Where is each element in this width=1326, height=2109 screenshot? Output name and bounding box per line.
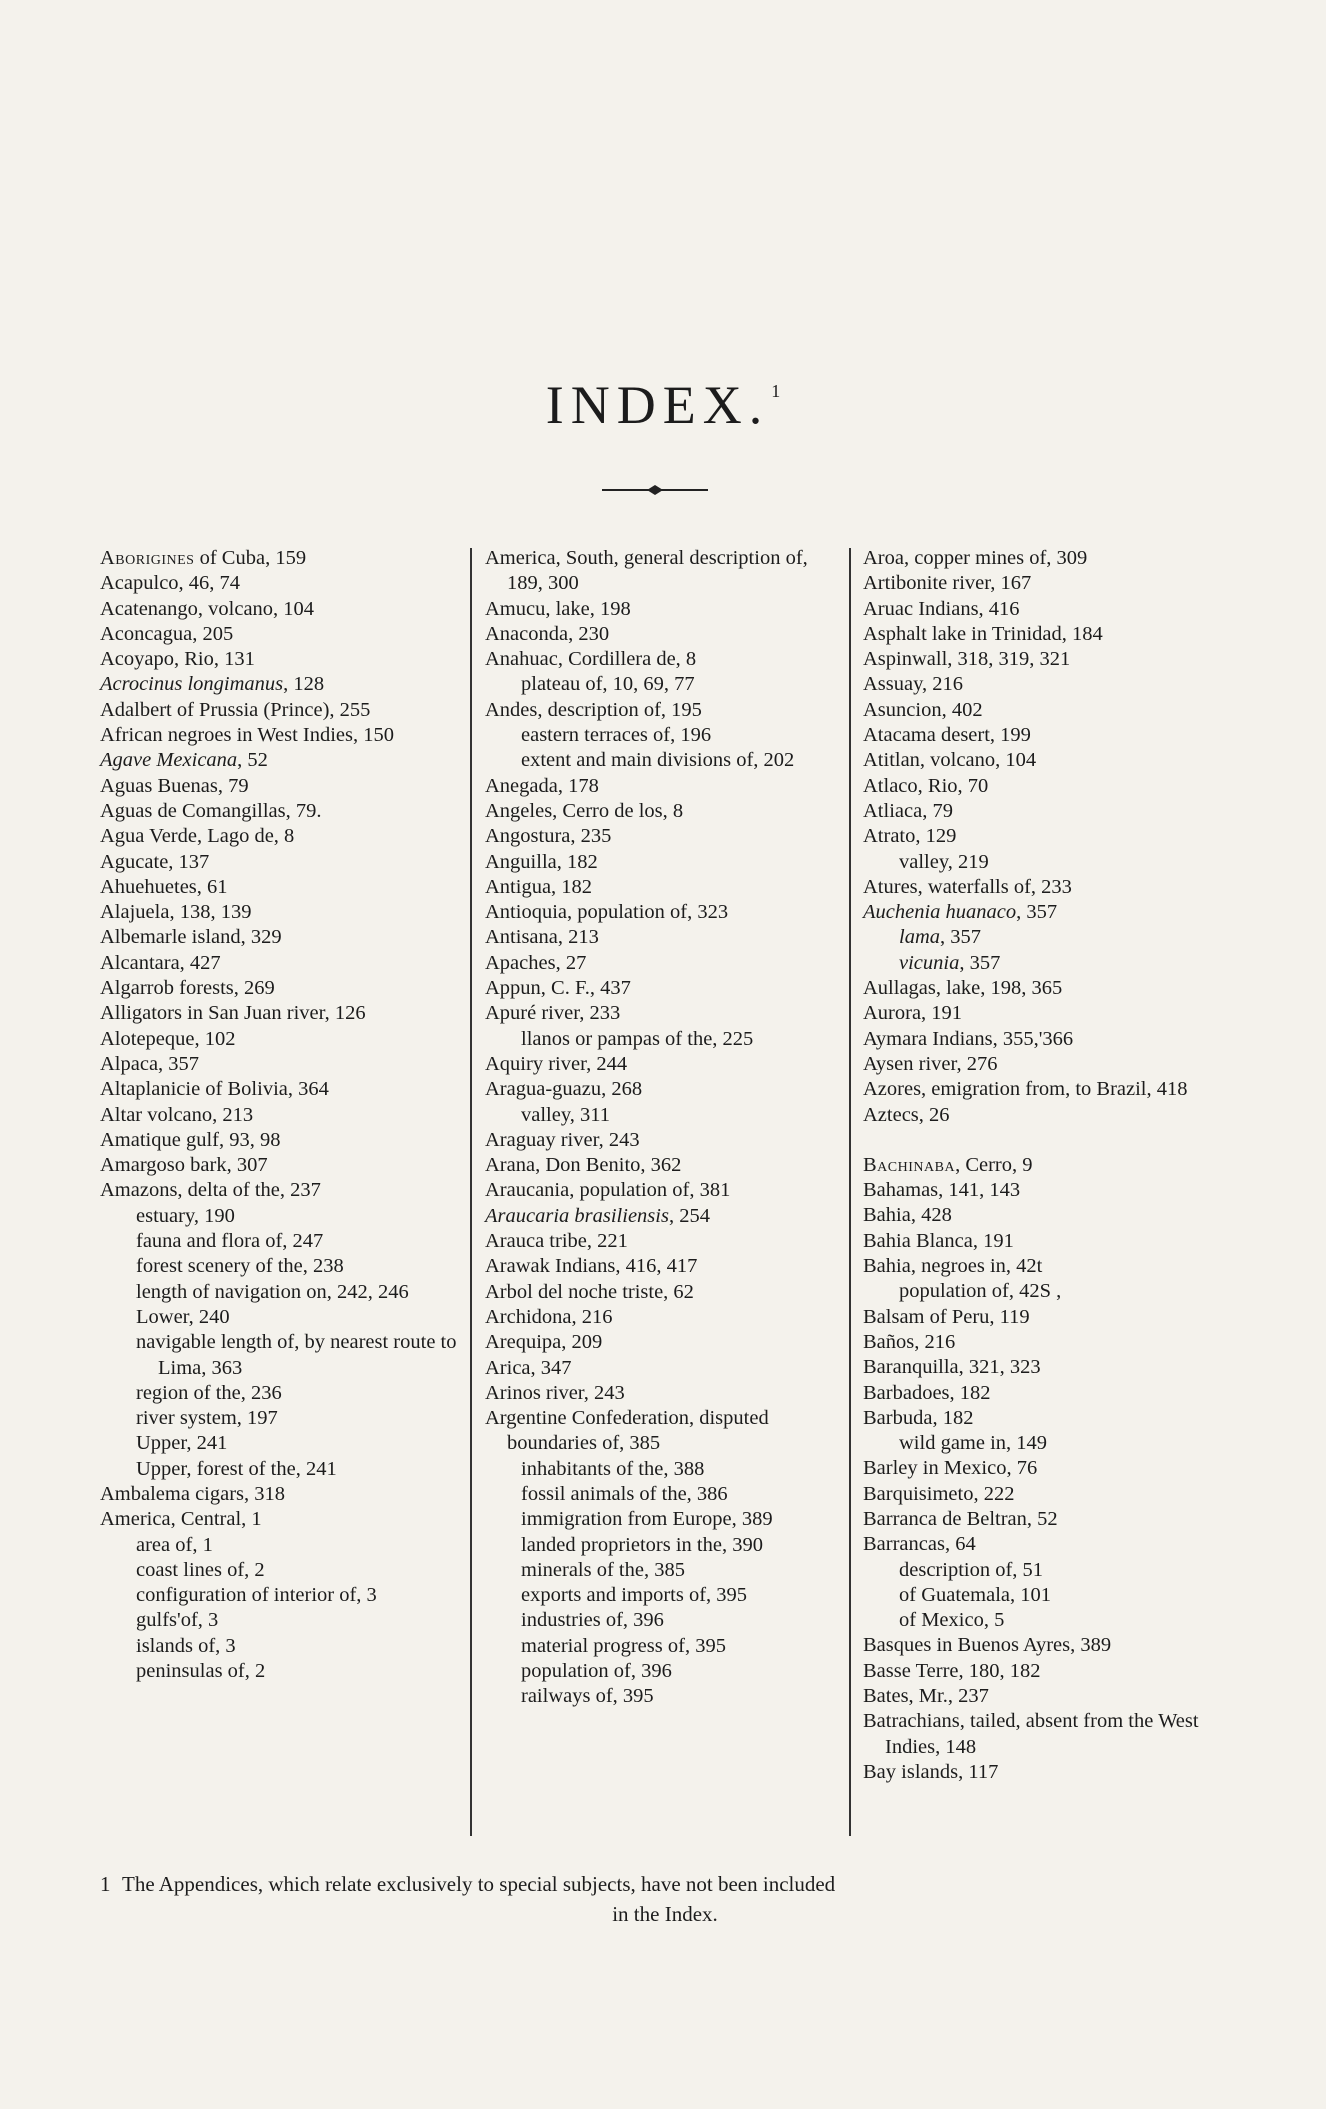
entry-term: llanos or pampas of the, 225 <box>521 1027 754 1050</box>
column-divider <box>849 548 851 1836</box>
entry-term: Batrachians, tailed, absent from the West Indies, 148 <box>863 1710 1199 1758</box>
index-subentry <box>100 1330 460 1381</box>
index-subentry <box>100 1229 460 1254</box>
index-entry <box>863 698 1228 723</box>
entry-term: Arauca tribe, 221 <box>485 1230 628 1253</box>
entry-term: vicunia <box>899 951 960 974</box>
index-entry <box>863 1659 1228 1684</box>
entry-term: Alpaca, 357 <box>100 1052 200 1075</box>
entry-term: railways of, 395 <box>521 1685 654 1708</box>
entry-term: Arequipa, 209 <box>485 1331 603 1354</box>
index-subentry <box>485 723 840 748</box>
index-entry <box>485 1356 840 1381</box>
entry-term: Aguas de Comangillas, 79. <box>100 799 322 822</box>
entry-term: area of, 1 <box>136 1533 213 1556</box>
index-subentry <box>485 1027 840 1052</box>
entry-term: Agua Verde, Lago de, 8 <box>100 825 295 848</box>
index-column-2 <box>485 546 840 1710</box>
index-entry <box>100 1178 460 1203</box>
index-subentry <box>485 1103 840 1128</box>
index-entry <box>100 1103 460 1128</box>
index-entry <box>485 1153 840 1178</box>
entry-term: Araucaria brasiliensis <box>485 1204 669 1227</box>
entry-term: peninsulas of, 2 <box>136 1660 266 1683</box>
entry-term: Amazons, delta of the, 237 <box>100 1179 321 1202</box>
entry-term: wild game in, 149 <box>899 1432 1048 1455</box>
entry-term: Amargoso bark, 307 <box>100 1154 268 1177</box>
entry-term: Alajuela, 138, 139 <box>100 901 252 924</box>
entry-term: Altar volcano, 213 <box>100 1103 254 1126</box>
index-entry <box>485 1305 840 1330</box>
index-entry <box>485 1381 840 1406</box>
index-subentry <box>485 1634 840 1659</box>
index-entry <box>485 622 840 647</box>
entry-pages: , 52 <box>237 749 268 772</box>
entry-term: Antigua, 182 <box>485 875 593 898</box>
index-entry <box>100 672 460 697</box>
entry-term: Barbadoes, 182 <box>863 1381 991 1404</box>
index-entry <box>100 1482 460 1507</box>
index-entry <box>863 774 1228 799</box>
index-entry <box>863 1760 1228 1785</box>
index-entry <box>485 1128 840 1153</box>
entry-term: Basse Terre, 180, 182 <box>863 1659 1041 1682</box>
entry-term: Antioquia, population of, 323 <box>485 901 729 924</box>
index-entry <box>863 1027 1228 1052</box>
index-entry <box>100 951 460 976</box>
index-entry <box>100 597 460 622</box>
index-subentry <box>100 1659 460 1684</box>
index-entry <box>863 1684 1228 1709</box>
entry-term: navigable length of, by nearest route to Lima, 363 <box>136 1331 457 1379</box>
entry-pages: , 357 <box>959 951 1001 974</box>
index-subentry <box>100 1583 460 1608</box>
entry-term: Basques in Buenos Ayres, 389 <box>863 1634 1112 1657</box>
index-entry <box>485 774 840 799</box>
index-subentry <box>100 1406 460 1431</box>
index-entry <box>863 1406 1228 1431</box>
entry-term: Arbol del noche triste, 62 <box>485 1280 694 1303</box>
index-entry <box>863 1153 1228 1178</box>
entry-term: Atitlan, volcano, 104 <box>863 749 1037 772</box>
entry-term: Atliaca, 79 <box>863 799 953 822</box>
entry-term: Arinos river, 243 <box>485 1381 625 1404</box>
entry-term: Angeles, Cerro de los, 8 <box>485 799 684 822</box>
index-entry <box>863 1229 1228 1254</box>
index-entry <box>485 1052 840 1077</box>
index-subentry <box>863 1558 1228 1583</box>
entry-term: Araguay river, 243 <box>485 1128 640 1151</box>
index-entry <box>863 647 1228 672</box>
index-entry <box>100 824 460 849</box>
index-entry <box>100 546 460 571</box>
index-subentry <box>485 1533 840 1558</box>
index-subentry <box>863 1431 1228 1456</box>
entry-term: inhabitants of the, 388 <box>521 1457 705 1480</box>
entry-term: configuration of interior of, 3 <box>136 1584 377 1607</box>
entry-term: lama <box>899 926 940 949</box>
index-entry <box>863 1633 1228 1658</box>
entry-term: Barranca de Beltran, 52 <box>863 1507 1058 1530</box>
entry-term: Aurora, 191 <box>863 1002 963 1025</box>
index-entry <box>863 1077 1228 1102</box>
entry-term: Acapulco, 46, 74 <box>100 572 241 595</box>
entry-term: Amatique gulf, 93, 98 <box>100 1128 281 1151</box>
entry-term: coast lines of, 2 <box>136 1558 265 1581</box>
index-entry <box>863 597 1228 622</box>
entry-term: immigration from Europe, 389 <box>521 1508 773 1531</box>
entry-term: Anahuac, Cordillera de, 8 <box>485 648 697 671</box>
entry-term: Atacama desert, 199 <box>863 724 1031 747</box>
entry-term: Bachinaba <box>863 1153 956 1176</box>
index-subentry <box>485 1659 840 1684</box>
entry-term: Asphalt lake in Trinidad, 184 <box>863 622 1103 645</box>
entry-term: population of, 396 <box>521 1660 672 1683</box>
entry-term: Lower, 240 <box>136 1305 230 1328</box>
entry-term: Auchenia huanaco <box>863 901 1017 924</box>
title-text: INDEX. <box>545 375 770 435</box>
entry-term: America, South, general description of, 189, 300 <box>485 547 808 595</box>
entry-term: of Mexico, 5 <box>899 1609 1005 1632</box>
entry-term: fauna and flora of, 247 <box>136 1230 324 1253</box>
entry-term: minerals of the, 385 <box>521 1558 685 1581</box>
index-entry <box>100 925 460 950</box>
index-entry <box>485 951 840 976</box>
index-entry <box>863 723 1228 748</box>
entry-term: landed proprietors in the, 390 <box>521 1533 763 1556</box>
index-entry <box>863 1203 1228 1228</box>
entry-term: region of the, 236 <box>136 1381 282 1404</box>
index-entry <box>100 622 460 647</box>
index-subentry <box>863 951 1228 976</box>
entry-term: Agucate, 137 <box>100 850 210 873</box>
index-subentry <box>485 748 840 773</box>
entry-term: Alotepeque, 102 <box>100 1027 236 1050</box>
index-entry <box>863 1330 1228 1355</box>
index-entry <box>485 1254 840 1279</box>
entry-pages: , 357 <box>1016 901 1058 924</box>
index-entry <box>100 1128 460 1153</box>
entry-term: Bay islands, 117 <box>863 1760 999 1783</box>
entry-term: Angostura, 235 <box>485 825 612 848</box>
index-entry <box>485 597 840 622</box>
entry-term: population of, 42S , <box>899 1280 1062 1303</box>
index-entry <box>863 1355 1228 1380</box>
entry-term: Ahuehuetes, 61 <box>100 875 228 898</box>
index-entry <box>485 546 840 597</box>
entry-term: Ambalema cigars, 318 <box>100 1482 286 1505</box>
index-entry <box>863 1254 1228 1279</box>
entry-term: Arawak Indians, 416, 417 <box>485 1255 698 1278</box>
entry-term: Amucu, lake, 198 <box>485 597 631 620</box>
entry-term: islands of, 3 <box>136 1634 236 1657</box>
entry-term: Aguas Buenas, 79 <box>100 774 249 797</box>
entry-term: Anaconda, 230 <box>485 622 610 645</box>
index-entry <box>485 925 840 950</box>
entry-term: Assuay, 216 <box>863 673 964 696</box>
entry-term: estuary, 190 <box>136 1204 235 1227</box>
index-column-3 <box>863 546 1228 1785</box>
index-entry <box>863 1456 1228 1481</box>
index-subentry <box>863 1608 1228 1633</box>
entry-term: Atures, waterfalls of, 233 <box>863 875 1072 898</box>
index-entry <box>100 1052 460 1077</box>
index-subentry <box>100 1431 460 1456</box>
entry-term: Aymara Indians, 355,'366 <box>863 1027 1074 1050</box>
entry-term: Apaches, 27 <box>485 951 587 974</box>
entry-term: Upper, forest of the, 241 <box>136 1457 337 1480</box>
entry-term: Aruac Indians, 416 <box>863 597 1020 620</box>
index-entry <box>863 824 1228 849</box>
index-subentry <box>100 1457 460 1482</box>
index-subentry <box>100 1381 460 1406</box>
entry-term: of Guatemala, 101 <box>899 1583 1051 1606</box>
entry-term: Aztecs, 26 <box>863 1103 950 1126</box>
entry-term: Aspinwall, 318, 319, 321 <box>863 648 1071 671</box>
entry-term: Bates, Mr., 237 <box>863 1685 989 1708</box>
index-entry <box>485 1204 840 1229</box>
index-entry <box>485 647 840 672</box>
entry-term: Azores, emigration from, to Brazil, 418 <box>863 1078 1188 1101</box>
entry-term: Aragua-guazu, 268 <box>485 1078 643 1101</box>
entry-term: Alcantara, 427 <box>100 951 221 974</box>
index-entry <box>485 799 840 824</box>
entry-term: river system, 197 <box>136 1407 278 1430</box>
column-divider <box>470 548 472 1836</box>
entry-term: plateau of, 10, 69, 77 <box>521 673 695 696</box>
index-entry <box>485 1001 840 1026</box>
index-entry <box>863 1052 1228 1077</box>
entry-term: Arana, Don Benito, 362 <box>485 1154 682 1177</box>
index-entry <box>485 976 840 1001</box>
index-entry <box>100 748 460 773</box>
entry-term: Archidona, 216 <box>485 1305 613 1328</box>
entry-term: Baranquilla, 321, 323 <box>863 1356 1041 1379</box>
entry-term: Bahia Blanca, 191 <box>863 1229 1014 1252</box>
entry-term: Araucania, population of, 381 <box>485 1179 731 1202</box>
index-entry <box>100 1077 460 1102</box>
index-entry <box>100 698 460 723</box>
index-subentry <box>863 1279 1228 1304</box>
index-entry <box>863 672 1228 697</box>
entry-term: Alligators in San Juan river, 126 <box>100 1002 366 1025</box>
entry-term: Adalbert of Prussia (Prince), 255 <box>100 698 371 721</box>
entry-term: forest scenery of the, 238 <box>136 1255 344 1278</box>
entry-term: Andes, description of, 195 <box>485 698 702 721</box>
entry-term: Anguilla, 182 <box>485 850 598 873</box>
entry-term: description of, 51 <box>899 1558 1044 1581</box>
index-subentry <box>485 1482 840 1507</box>
entry-term: Upper, 241 <box>136 1432 228 1455</box>
index-subentry <box>485 1457 840 1482</box>
index-entry <box>100 875 460 900</box>
entry-pages: , 357 <box>940 926 981 949</box>
entry-term: Albemarle island, 329 <box>100 926 282 949</box>
entry-term: Aconcagua, 205 <box>100 622 234 645</box>
index-entry <box>863 622 1228 647</box>
entry-term: Algarrob forests, 269 <box>100 977 275 1000</box>
index-entry <box>485 1330 840 1355</box>
index-subentry <box>100 1254 460 1279</box>
index-entry <box>100 850 460 875</box>
index-entry <box>863 1482 1228 1507</box>
index-subentry <box>100 1305 460 1330</box>
index-entry <box>485 1178 840 1203</box>
entry-term: Aquiry river, 244 <box>485 1052 628 1075</box>
index-entry <box>100 723 460 748</box>
index-entry <box>100 976 460 1001</box>
index-entry <box>100 774 460 799</box>
entry-term: Bahia, negroes in, 42t <box>863 1255 1043 1278</box>
entry-term: Antisana, 213 <box>485 926 599 949</box>
entry-term: valley, 219 <box>899 850 989 873</box>
section-gap <box>863 1128 1228 1153</box>
index-subentry <box>485 672 840 697</box>
entry-term: Artibonite river, 167 <box>863 572 1032 595</box>
index-subentry <box>100 1280 460 1305</box>
index-subentry <box>863 1583 1228 1608</box>
index-entry <box>863 976 1228 1001</box>
entry-term: Apuré river, 233 <box>485 1002 621 1025</box>
entry-term: Barquisimeto, 222 <box>863 1482 1015 1505</box>
entry-term: Balsam of Peru, 119 <box>863 1305 1030 1328</box>
entry-pages: , 254 <box>668 1204 710 1227</box>
index-entry <box>485 875 840 900</box>
index-subentry <box>100 1204 460 1229</box>
entry-term: Agave Mexicana <box>100 749 238 772</box>
index-entry <box>863 1507 1228 1532</box>
entry-term: Arica, 347 <box>485 1356 572 1379</box>
index-entry <box>863 1178 1228 1203</box>
entry-term: Bahia, 428 <box>863 1204 952 1227</box>
index-entry <box>863 1103 1228 1128</box>
index-entry <box>863 571 1228 596</box>
index-subentry <box>863 925 1228 950</box>
index-entry <box>485 1229 840 1254</box>
index-subentry <box>485 1507 840 1532</box>
index-subentry <box>863 850 1228 875</box>
index-entry <box>863 1709 1228 1760</box>
index-entry <box>485 1280 840 1305</box>
index-entry <box>100 799 460 824</box>
index-entry <box>100 1027 460 1052</box>
index-entry <box>863 546 1228 571</box>
entry-term: African negroes in West Indies, 150 <box>100 724 395 747</box>
entry-term: fossil animals of the, 386 <box>521 1482 728 1505</box>
entry-term: America, Central, 1 <box>100 1508 262 1531</box>
index-subentry <box>100 1608 460 1633</box>
footnote-line-1: The Appendices, which relate exclusively to special subjects, have not been included <box>122 1872 836 1896</box>
title-ornament <box>600 480 710 500</box>
entry-term: Altaplanicie of Bolivia, 364 <box>100 1078 329 1101</box>
entry-pages: of Cuba, 159 <box>194 547 307 569</box>
entry-term: Baños, 216 <box>863 1330 956 1353</box>
entry-term: extent and main divisions of, 202 <box>521 749 795 772</box>
index-entry <box>100 1153 460 1178</box>
index-entry <box>485 900 840 925</box>
entry-term: Aysen river, 276 <box>863 1052 998 1075</box>
index-subentry <box>100 1533 460 1558</box>
index-entry <box>863 1532 1228 1557</box>
index-entry <box>485 1077 840 1102</box>
entry-term: Barley in Mexico, 76 <box>863 1457 1038 1480</box>
entry-term: length of navigation on, 242, 246 <box>136 1280 409 1303</box>
entry-term: Argentine Confederation, disputed boundaries of, 385 <box>485 1407 769 1455</box>
index-entry <box>863 875 1228 900</box>
index-entry <box>100 571 460 596</box>
index-subentry <box>485 1684 840 1709</box>
title-footnote-mark: 1 <box>771 381 781 401</box>
entry-term: eastern terraces of, 196 <box>521 724 712 747</box>
index-subentry <box>100 1558 460 1583</box>
entry-term: Aroa, copper mines of, 309 <box>863 547 1088 569</box>
entry-term: Acoyapo, Rio, 131 <box>100 648 255 671</box>
entry-term: Acrocinus longimanus <box>100 673 284 696</box>
index-entry <box>863 1001 1228 1026</box>
index-entry <box>863 748 1228 773</box>
index-entry <box>863 799 1228 824</box>
index-entry <box>485 698 840 723</box>
index-entry <box>485 1406 840 1457</box>
footnote-mark: 1 <box>100 1872 111 1896</box>
index-subentry <box>485 1558 840 1583</box>
entry-term: Barrancas, 64 <box>863 1533 976 1556</box>
index-subentry <box>485 1583 840 1608</box>
entry-term: Atrato, 129 <box>863 825 957 848</box>
footnote <box>100 1869 1230 1929</box>
entry-term: material progress of, 395 <box>521 1634 726 1657</box>
entry-term: Bahamas, 141, 143 <box>863 1179 1021 1202</box>
entry-term: Asuncion, 402 <box>863 698 983 721</box>
index-entry <box>863 900 1228 925</box>
index-column-1 <box>100 546 460 1684</box>
entry-term: Aborigines <box>100 547 195 569</box>
index-entry <box>100 647 460 672</box>
index-entry <box>485 850 840 875</box>
index-entry <box>863 1305 1228 1330</box>
index-entry <box>100 1507 460 1532</box>
footnote-line-2: in the Index. <box>612 1902 718 1926</box>
page-title <box>0 375 1326 435</box>
entry-term: Appun, C. F., 437 <box>485 977 631 1000</box>
entry-term: Acatenango, volcano, 104 <box>100 597 315 620</box>
index-subentry <box>100 1634 460 1659</box>
index-entry <box>100 900 460 925</box>
entry-term: Barbuda, 182 <box>863 1406 974 1429</box>
entry-term: Atlaco, Rio, 70 <box>863 774 989 797</box>
entry-term: gulfs'of, 3 <box>136 1609 219 1632</box>
entry-term: Anegada, 178 <box>485 774 599 797</box>
entry-term: exports and imports of, 395 <box>521 1584 748 1607</box>
index-entry <box>485 824 840 849</box>
entry-pages: , 128 <box>283 673 325 696</box>
index-entry <box>100 1001 460 1026</box>
index-subentry <box>485 1608 840 1633</box>
entry-pages: , Cerro, 9 <box>955 1153 1033 1176</box>
entry-term: valley, 311 <box>521 1103 610 1126</box>
index-entry <box>863 1381 1228 1406</box>
entry-term: industries of, 396 <box>521 1609 664 1632</box>
entry-term: Aullagas, lake, 198, 365 <box>863 977 1063 1000</box>
